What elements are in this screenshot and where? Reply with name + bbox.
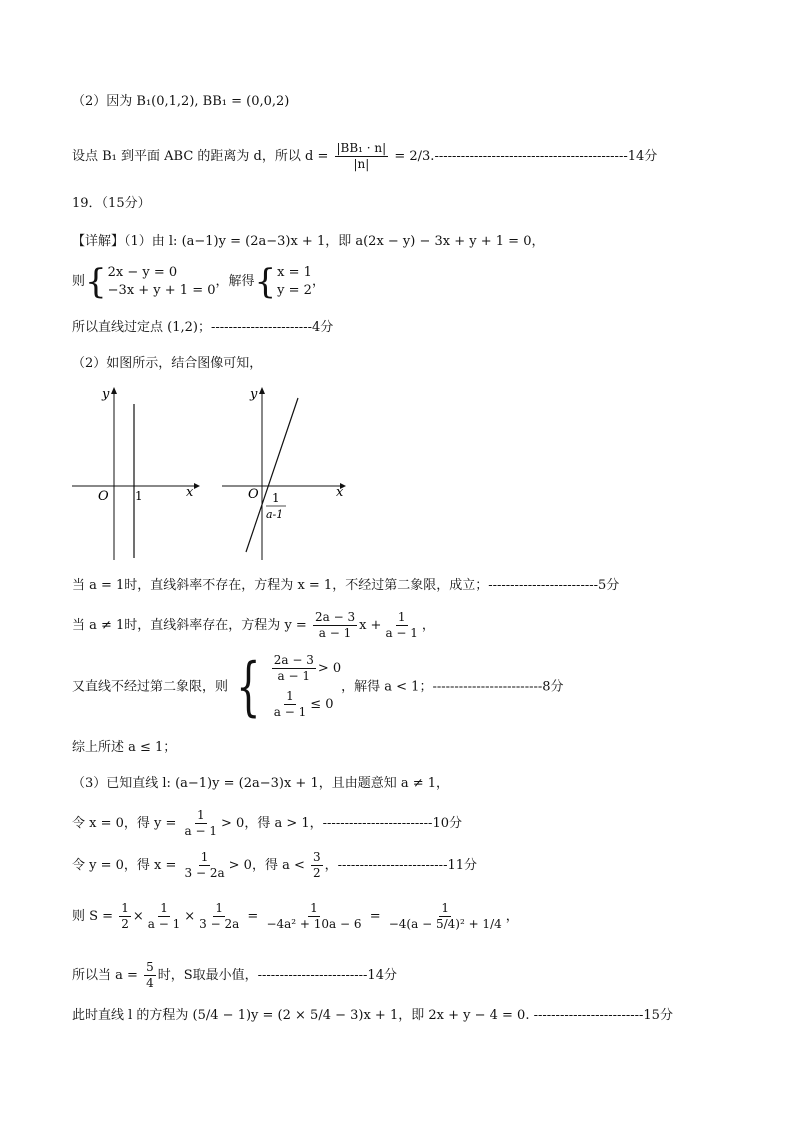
left-x-label: x <box>186 485 194 500</box>
line-13-text-b: > 0，得 a > 1，-------------------------10分 <box>221 816 462 831</box>
line-2-score: --------------------------------------------14分 <box>434 149 658 164</box>
line-1-text: （2）因为 B₁(0,1,2), BB₁ = (0,0,2) <box>72 94 290 109</box>
left-graph <box>72 387 200 560</box>
equals-2: = <box>369 909 381 924</box>
distance-fraction-numerator: |BB₁ · n| <box>336 141 387 155</box>
line-10-text-a: 又直线不经过第二象限，则 <box>72 679 229 695</box>
line-14-fraction-denominator: 3 − 2a <box>184 866 225 880</box>
distance-fraction <box>335 141 389 172</box>
line-16-text-a: 所以当 a = <box>72 968 138 983</box>
text-line-10 <box>72 652 564 723</box>
area-frac-3-den: 3 − 2a <box>199 917 240 931</box>
line-14-fraction-numerator: 1 <box>200 850 209 864</box>
problem-19-heading <box>72 194 151 214</box>
ineq-1-condition: > 0 <box>317 661 342 676</box>
area-frac-1-den: 2 <box>121 917 129 931</box>
right-intercept-numerator: 1 <box>272 491 280 505</box>
slope-fraction <box>313 610 357 641</box>
area-frac-5-num: 1 <box>441 901 450 915</box>
text-line-5 <box>72 262 325 302</box>
text-line-2 <box>72 140 657 174</box>
line-13-fraction-denominator: a − 1 <box>184 824 218 838</box>
line-16-fraction-denominator: 4 <box>146 976 154 990</box>
area-frac-2-den: a − 1 <box>147 917 181 931</box>
intercept-fraction-numerator: 1 <box>397 610 406 624</box>
equation-system-1 <box>85 261 216 302</box>
line-13-fraction-numerator: 1 <box>196 808 205 822</box>
text-line-4 <box>72 232 544 252</box>
ineq-2-numerator: 1 <box>286 689 294 703</box>
line-5-end: ， <box>311 274 325 289</box>
area-frac-4-den: −4a² + 10a − 6 <box>266 917 362 931</box>
line-5-middle: ，解得 <box>215 274 255 289</box>
line-14-text-a: 令 y = 0，得 x = <box>72 858 177 873</box>
brace-1: { <box>85 261 107 302</box>
left-tick-label: 1 <box>135 489 143 503</box>
solution-row-2: y = 2 <box>277 282 312 298</box>
line-13-text-a: 令 x = 0，得 y = <box>72 816 177 831</box>
line-11-text: 综上所述 a ≤ 1； <box>72 740 177 755</box>
line-15-end: ， <box>505 909 519 924</box>
line-15-text-a: 则 S = <box>72 909 114 924</box>
area-frac-5-den: −4(a − 5/4)² + 1/4 <box>388 917 502 931</box>
text-line-14 <box>72 848 477 884</box>
line-17-text: 此时直线 l 的方程为 (5/4 − 1)y = (2 × 5/4 − 3)x + 1，即 2x + y − 4 = 0. -------------------------15分 <box>72 1008 673 1023</box>
text-line-15 <box>72 890 519 944</box>
text-line-13 <box>72 806 462 842</box>
intercept-fraction <box>383 610 419 641</box>
line-14-bound-numerator: 3 <box>313 850 321 864</box>
line-14-text-c: ，-------------------------11分 <box>324 858 478 873</box>
ineq-1-denominator: a − 1 <box>277 669 311 683</box>
times-2: × <box>184 909 196 924</box>
left-origin-label: O <box>98 489 109 504</box>
ineq-2-denominator: a − 1 <box>273 705 307 719</box>
line-2-text-a: 设点 B₁ 到平面 ABC 的距离为 d，所以 d = <box>72 149 329 164</box>
left-y-arrow <box>111 387 117 394</box>
text-line-1 <box>72 92 289 112</box>
solution-row-1: x = 1 <box>277 264 312 280</box>
text-line-12 <box>72 774 449 794</box>
coordinate-figures <box>68 384 358 564</box>
brace-2: { <box>254 261 277 302</box>
line-7-text: （2）如图所示，结合图像可知， <box>72 356 263 371</box>
problem-19-heading-text: 19．（15分） <box>72 196 151 211</box>
line-14-bound-denominator: 2 <box>313 866 321 880</box>
right-sloped-line <box>246 398 298 552</box>
left-y-label: y <box>102 387 110 402</box>
line-12-text: （3）已知直线 l: (a−1)y = (2a−3)x + 1，且由题意知 a ≠ 1， <box>72 776 450 791</box>
text-line-17 <box>72 1006 673 1026</box>
right-origin-label: O <box>248 487 259 502</box>
distance-fraction-denominator: |n| <box>353 157 370 171</box>
text-line-11 <box>72 738 176 758</box>
line-9-end: ， <box>421 618 435 633</box>
line-9-middle: x + <box>359 618 382 633</box>
ineq-2-condition: ≤ 0 <box>310 697 334 712</box>
area-frac-1-num: 1 <box>121 901 129 915</box>
line-14-text-b: > 0，得 a < <box>228 858 305 873</box>
area-frac-4-num: 1 <box>310 901 318 915</box>
line-2-text-b: = 2/3. <box>394 149 435 164</box>
times-1: × <box>132 909 144 924</box>
area-frac-2-num: 1 <box>160 901 168 915</box>
system-1-row-1: 2x − y = 0 <box>107 264 178 280</box>
text-line-9 <box>72 608 435 644</box>
right-intercept-denominator: a-1 <box>266 508 284 521</box>
inequality-system <box>228 652 341 722</box>
left-x-arrow <box>194 483 200 489</box>
solution-system-1 <box>254 261 312 302</box>
ineq-1-numerator: 2a − 3 <box>273 653 314 667</box>
text-line-8 <box>72 576 619 596</box>
right-graph <box>222 387 346 560</box>
equals-1: = <box>247 909 259 924</box>
slope-fraction-denominator: a − 1 <box>318 626 352 640</box>
intercept-fraction-denominator: a − 1 <box>385 626 418 640</box>
line-10-text-b: ，解得 a < 1；-------------------------8分 <box>341 679 564 695</box>
line-8-text: 当 a = 1时，直线斜率不存在，方程为 x = 1，不经过第二象限，成立；-------------------------5分 <box>72 578 620 593</box>
line-6-text: 所以直线过定点 (1,2)；-----------------------4分 <box>72 320 334 335</box>
area-frac-3-num: 1 <box>215 901 224 915</box>
text-line-6 <box>72 318 333 338</box>
system-1-row-2: −3x + y + 1 = 0 <box>107 282 216 298</box>
slope-fraction-numerator: 2a − 3 <box>314 610 356 624</box>
line-5-prefix: 则 <box>72 274 86 289</box>
text-line-7 <box>72 354 262 374</box>
right-x-label: x <box>336 485 344 500</box>
brace-3: { <box>236 650 261 724</box>
right-y-label: y <box>250 387 258 402</box>
line-4-text: 【详解】（1）由 l: (a−1)y = (2a−3)x + 1，即 a(2x − y) − 3x + y + 1 = 0， <box>72 234 545 249</box>
text-line-16 <box>72 958 397 994</box>
right-y-arrow <box>259 387 265 394</box>
line-16-text-b: 时，S取最小值，-------------------------14分 <box>157 968 397 983</box>
line-16-fraction-numerator: 5 <box>146 960 154 974</box>
line-9-text-a: 当 a ≠ 1时，直线斜率存在，方程为 y = <box>72 618 307 633</box>
